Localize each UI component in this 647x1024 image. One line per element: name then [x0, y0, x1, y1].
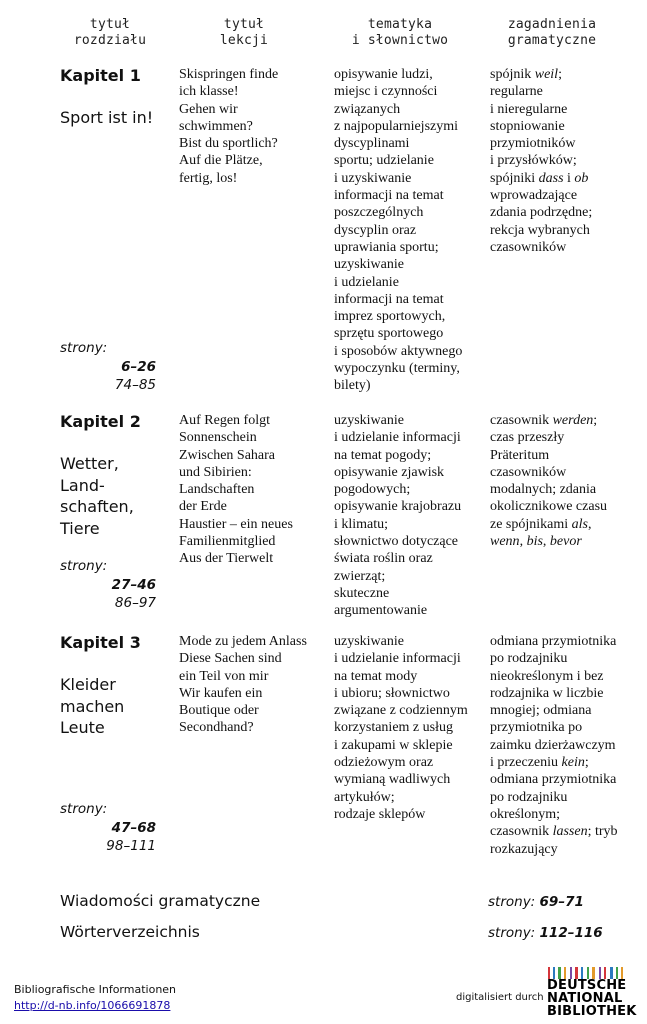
chapter-3-pages-label: strony: [60, 801, 108, 817]
chapter-2-grammar: czasownik werden; czas przeszły Präteritum czasowników modalnych; zdania okolicznikowe czasu ze spójnikami als, wenn, bis, bevor [490, 413, 608, 550]
header-chapter-title: tytuł rozdziału [73, 17, 147, 48]
header-topics-vocabulary: tematyka i słownictwo [351, 17, 449, 48]
chapter-1-pages-label: strony: [60, 340, 108, 356]
chapter-2-vocabulary: uzyskiwanie i udzielanie informacji na temat pogody; opisywanie zjawisk pogodowych; opisywanie krajobrazu i klimatu; słownictwo dotyczące świata roślin oraz zwierząt; skuteczne argumentowanie [334, 413, 462, 619]
appendix-grammar-title: Wiadomości gramatyczne [60, 892, 261, 910]
chapter-1-lessons: Skispringen finde ich klasse! Gehen wir schwimmen? Bist du sportlich? Auf die Plätze, fertig, los! [179, 67, 279, 186]
bibliographic-info-link[interactable]: http://d-nb.info/1066691878 [14, 999, 171, 1012]
chapter-3-pages-main: 47–68 [111, 820, 156, 836]
header-grammar-topics: zagadnienia gramatyczne [507, 17, 597, 48]
chapter-2-lessons: Auf Regen folgt Sonnenschein Zwischen Sahara und Sibirien: Landschaften der Erde Haustier – ein neues Familienmitglied Aus der Tierwelt [179, 413, 293, 567]
chapter-3-lessons: Mode zu jedem Anlass Diese Sachen sind ein Teil von mir Wir kaufen ein Boutique oder Secondhand? [179, 634, 307, 736]
bibliographic-link-wrap [14, 998, 170, 1013]
chapter-2-topic: Wetter, Land- schaften, Tiere [60, 454, 134, 538]
appendix-grammar-pages: strony: 69–71 [488, 894, 584, 910]
bibliographic-info-label: Bibliografische Informationen [14, 983, 177, 996]
digitized-by-label: digitalisiert durch [456, 992, 544, 1003]
chapter-1-topic: Sport ist in! [60, 108, 154, 127]
header-lesson-title: tytuł lekcji [219, 17, 269, 48]
chapter-3-name: Kapitel 3 [60, 633, 141, 652]
appendix-glossary-pages: strony: 112–116 [488, 925, 603, 941]
chapter-1-grammar: spójnik weil; regularne i nieregularne stopniowanie przymiotników i przysłówków; spójniki dass i ob wprowadzające zdania podrzędne; rekcja wybranych czasowników [490, 67, 593, 255]
chapter-3-pages-extra: 98–111 [106, 838, 156, 854]
chapter-3-vocabulary: uzyskiwanie i udzielanie informacji na temat mody i ubioru; słownictwo związane z codziennym korzystaniem z usług i zakupami w sklepie odzieżowym oraz wymianą wadliwych artykułów; rodzaje sklepów [334, 634, 468, 822]
dnb-logo-text: DEUTSCHE NATIONAL BIBLIOTHEK [547, 978, 637, 1019]
chapter-3-grammar: odmiana przymiotnika po rodzajniku nieokreślonym i bez rodzajnika w liczbie mnogiej; odmiana przymiotnika po zaimku dzierżawczym i przeczeniu kein; odmiana przymiotnika po rodzajniku określonym; czasownik lassen; tryb rozkazujący [490, 634, 618, 857]
chapter-1-vocabulary: opisywanie ludzi, miejsc i czynności związanych z najpopularniejszymi dyscyplinami sportu; udzielanie i uzyskiwanie informacji na temat poszczególnych dyscyplin oraz uprawiania sportu; uzyskiwanie i udzielanie informacji na temat imprez sportowych, sprzętu sportowego i sposobów aktywnego wypoczynku (terminy, bilety) [334, 67, 463, 394]
chapter-2-name: Kapitel 2 [60, 412, 141, 431]
chapter-2-pages-extra: 86–97 [114, 595, 156, 611]
chapter-1-pages-main: 6–26 [121, 359, 156, 375]
chapter-2-pages-main: 27–46 [111, 577, 156, 593]
chapter-3-topic: Kleider machen Leute [60, 675, 125, 737]
appendix-glossary-title: Wörterverzeichnis [60, 923, 200, 941]
chapter-1-name: Kapitel 1 [60, 66, 141, 85]
chapter-1-pages-extra: 74–85 [114, 377, 156, 393]
chapter-2-pages-label: strony: [60, 558, 108, 574]
